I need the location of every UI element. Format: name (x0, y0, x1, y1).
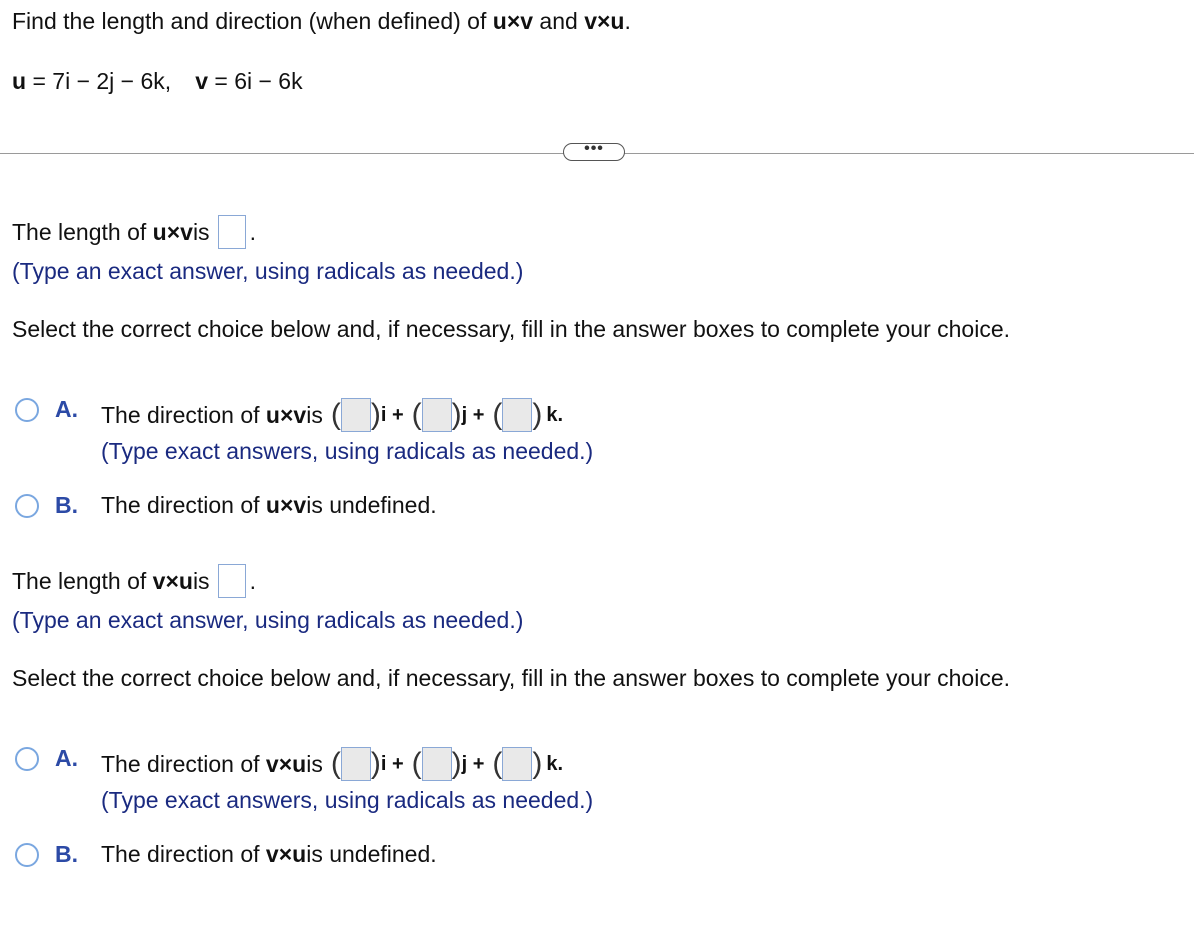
part1-choice-a-hint: (Type exact answers, using radicals as needed.) (101, 438, 594, 464)
paren-close: ) (532, 398, 543, 431)
part1-choice-a-text (101, 398, 563, 432)
part2-k-component-box[interactable] (502, 747, 532, 781)
part1-choice-a-letter: A. (55, 396, 78, 422)
part1-a-is: is (306, 401, 323, 428)
part2-choice-a-letter: A. (55, 745, 78, 771)
part2-select-prompt: Select the correct choice below and, if necessary, fill in the answer boxes to complete your choice. (12, 665, 1011, 691)
title-uxv: u×v (492, 8, 534, 34)
part1-choice-a-radio[interactable] (15, 398, 39, 422)
part1-j-component-box[interactable] (422, 398, 452, 432)
paren-open: ( (330, 747, 341, 780)
v-definition: = 6i − 6k (207, 68, 303, 94)
part1-period: . (249, 218, 256, 245)
part2-b-post: is undefined. (306, 841, 437, 867)
part1-b-post: is undefined. (306, 492, 437, 518)
part2-length-vec: v×u (152, 567, 193, 594)
part1-length-answer-box[interactable] (218, 215, 246, 249)
paren-close: ) (451, 398, 462, 431)
part2-length-is: is (192, 567, 210, 594)
paren-open: ( (492, 398, 503, 431)
paren-close: ) (532, 747, 543, 780)
paren-open: ( (411, 398, 422, 431)
title-end: . (624, 8, 631, 34)
v-symbol: v (195, 68, 208, 94)
part2-length-line (12, 564, 256, 598)
question-title (12, 8, 631, 35)
part2-length-answer-box[interactable] (218, 564, 246, 598)
part1-length-is: is (192, 218, 210, 245)
part1-i-component-box[interactable] (341, 398, 371, 432)
paren-close: ) (451, 747, 462, 780)
part1-a-vec: u×v (265, 401, 307, 428)
part1-a-pre: The direction of (101, 401, 260, 428)
part1-select-prompt: Select the correct choice below and, if necessary, fill in the answer boxes to complete your choice. (12, 316, 1011, 342)
part2-a-is: is (306, 750, 323, 777)
paren-close: ) (370, 398, 381, 431)
part1-length-label: The length of (12, 218, 147, 245)
part2-j-label: j + (461, 752, 485, 775)
part2-j-component-box[interactable] (422, 747, 452, 781)
part2-choice-b-text (101, 841, 437, 868)
part1-j-label: j + (461, 403, 485, 426)
part2-i-label: i + (380, 752, 404, 775)
part2-choice-a-radio[interactable] (15, 747, 39, 771)
part2-a-vec: v×u (265, 750, 307, 777)
part1-k-label: k. (546, 403, 564, 426)
part1-choice-b-letter: B. (55, 492, 78, 518)
part1-i-label: i + (380, 403, 404, 426)
part2-choice-b-letter: B. (55, 841, 78, 867)
part1-choice-b-radio[interactable] (15, 494, 39, 518)
part2-choice-a-hint: (Type exact answers, using radicals as needed.) (101, 787, 594, 813)
part2-a-pre: The direction of (101, 750, 260, 777)
title-text: Find the length and direction (when defined) of (12, 8, 493, 34)
part1-k-component-box[interactable] (502, 398, 532, 432)
vector-definitions (12, 68, 303, 95)
part2-i-component-box[interactable] (341, 747, 371, 781)
part1-length-line (12, 215, 256, 249)
more-options-button[interactable]: ••• (563, 143, 625, 161)
part2-choice-a-text (101, 747, 563, 781)
part2-length-hint: (Type an exact answer, using radicals as needed.) (12, 607, 524, 633)
title-and: and (533, 8, 585, 34)
paren-open: ( (330, 398, 341, 431)
part1-b-vec: u×v (265, 492, 307, 518)
u-definition: = 7i − 2j − 6k, (26, 68, 172, 94)
paren-open: ( (411, 747, 422, 780)
part2-length-label: The length of (12, 567, 147, 594)
part2-period: . (249, 567, 256, 594)
part1-length-hint: (Type an exact answer, using radicals as needed.) (12, 258, 524, 284)
part2-b-vec: v×u (265, 841, 307, 867)
part2-choice-b-radio[interactable] (15, 843, 39, 867)
part2-k-label: k. (546, 752, 564, 775)
u-symbol: u (12, 68, 27, 94)
title-vxu: v×u (584, 8, 625, 34)
paren-close: ) (370, 747, 381, 780)
part2-b-pre: The direction of (101, 841, 260, 867)
paren-open: ( (492, 747, 503, 780)
part1-b-pre: The direction of (101, 492, 260, 518)
part1-choice-b-text (101, 492, 437, 519)
part1-length-vec: u×v (152, 218, 193, 245)
